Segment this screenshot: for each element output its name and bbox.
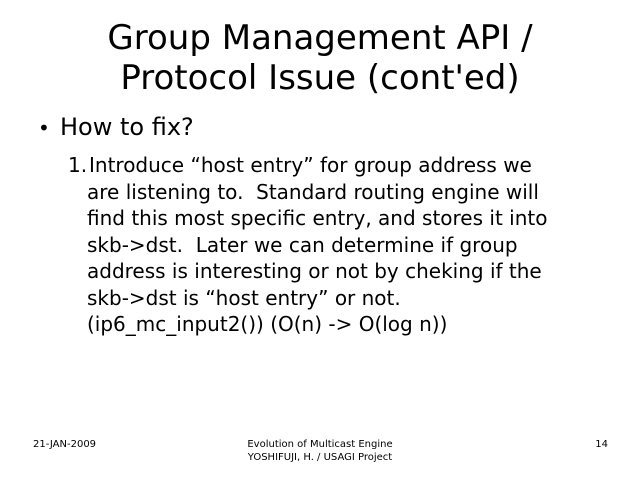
numbered-item-number: 1.	[68, 153, 88, 177]
slide-title-line-1: Group Management API /	[107, 18, 533, 58]
bullet-item	[38, 112, 194, 143]
numbered-item-line: (ip6_mc_input2()) (O(n) -> O(log n))	[87, 312, 448, 336]
numbered-item-line: Introduce “host entry” for group address we	[89, 153, 532, 177]
footer-center	[200, 438, 440, 464]
slide-title	[0, 18, 640, 98]
footer-page-number: 14	[595, 439, 608, 450]
slide-title-line-2: Protocol Issue (cont'ed)	[120, 58, 520, 98]
footer-author: YOSHIFUJI, H. / USAGI Project	[247, 452, 393, 463]
footer-date: 21-JAN-2009	[33, 439, 97, 450]
bullet-text: How to fix?	[60, 113, 194, 141]
numbered-item-line: address is interesting or not by cheking if the	[87, 259, 542, 283]
numbered-item-line: skb->dst. Later we can determine if group	[87, 232, 518, 257]
numbered-item-line: are listening to. Standard routing engine will	[87, 179, 539, 204]
numbered-item-line: skb->dst is “host entry” or not.	[87, 285, 401, 310]
bullet-marker: •	[38, 116, 50, 140]
numbered-item-line: find this most specific entry, and stores it into	[87, 206, 548, 230]
footer-presentation-title: Evolution of Multicast Engine	[247, 439, 393, 450]
numbered-item	[68, 152, 628, 338]
